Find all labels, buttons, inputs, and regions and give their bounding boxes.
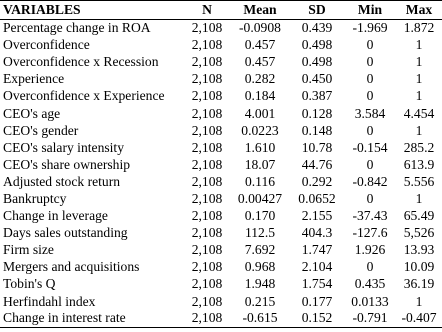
cell-variable: Mergers and acquisitions bbox=[3, 259, 140, 275]
header-sd: SD bbox=[308, 2, 326, 17]
cell-max: 1 bbox=[415, 190, 423, 206]
cell-mean: 112.5 bbox=[244, 225, 276, 241]
cell-min: -1.969 bbox=[352, 20, 388, 36]
cell-mean: 0.170 bbox=[244, 208, 276, 224]
cell-mean: 0.0223 bbox=[241, 122, 279, 138]
table-row bbox=[0, 208, 442, 225]
cell-max: 5.556 bbox=[403, 173, 435, 189]
table-row bbox=[0, 122, 442, 139]
cell-min: 0 bbox=[366, 71, 374, 87]
cell-min: 0 bbox=[366, 156, 374, 172]
cell-min: 1.926 bbox=[354, 242, 386, 258]
cell-max: 1 bbox=[415, 71, 423, 87]
table-row bbox=[0, 37, 442, 54]
cell-min: 0.435 bbox=[354, 276, 386, 292]
cell-n: 2,108 bbox=[191, 20, 223, 36]
table-row bbox=[0, 190, 442, 207]
table-header-row bbox=[0, 1, 442, 20]
table-row bbox=[0, 71, 442, 88]
cell-mean: -0.615 bbox=[242, 310, 278, 326]
cell-sd: 44.76 bbox=[301, 156, 333, 172]
table-row bbox=[0, 88, 442, 105]
header-min: Min bbox=[357, 2, 383, 17]
cell-n: 2,108 bbox=[191, 71, 223, 87]
cell-sd: 0.387 bbox=[301, 88, 333, 104]
cell-n: 2,108 bbox=[191, 225, 223, 241]
cell-max: 10.09 bbox=[403, 259, 435, 275]
cell-sd: 0.0652 bbox=[298, 190, 336, 206]
cell-sd: 0.450 bbox=[301, 71, 333, 87]
cell-min: 0 bbox=[366, 54, 374, 70]
cell-mean: 0.457 bbox=[244, 54, 276, 70]
cell-n: 2,108 bbox=[191, 122, 223, 138]
cell-min: 0 bbox=[366, 122, 374, 138]
cell-min: -127.6 bbox=[352, 225, 388, 241]
table-row bbox=[0, 105, 442, 122]
cell-mean: 0.282 bbox=[244, 71, 276, 87]
cell-mean: 1.610 bbox=[244, 139, 276, 155]
cell-sd: 1.747 bbox=[301, 242, 333, 258]
cell-max: -0.407 bbox=[401, 310, 437, 326]
cell-variable: Herfindahl index bbox=[3, 293, 96, 309]
cell-sd: 0.498 bbox=[301, 37, 333, 53]
cell-variable: CEO's share ownership bbox=[3, 156, 131, 172]
cell-mean: 7.692 bbox=[244, 242, 276, 258]
cell-variable: Change in interest rate bbox=[3, 310, 126, 326]
cell-mean: 0.116 bbox=[244, 173, 276, 189]
cell-mean: 0.215 bbox=[244, 293, 276, 309]
cell-sd: 2.104 bbox=[301, 259, 333, 275]
cell-max: 13.93 bbox=[403, 242, 435, 258]
cell-min: -0.154 bbox=[352, 139, 388, 155]
cell-n: 2,108 bbox=[191, 208, 223, 224]
cell-max: 1.872 bbox=[403, 20, 435, 36]
cell-mean: 0.00427 bbox=[237, 190, 283, 206]
cell-max: 65.49 bbox=[403, 208, 435, 224]
table-row bbox=[0, 225, 442, 242]
table-row bbox=[0, 276, 442, 293]
cell-variable: Days sales outstanding bbox=[3, 225, 128, 241]
cell-sd: 0.439 bbox=[301, 20, 333, 36]
cell-mean: -0.0908 bbox=[239, 20, 281, 36]
header-mean: Mean bbox=[243, 2, 277, 17]
cell-variable: Bankruptcy bbox=[3, 190, 67, 206]
cell-sd: 0.292 bbox=[301, 173, 333, 189]
cell-max: 4.454 bbox=[403, 105, 435, 121]
cell-min: 0 bbox=[366, 190, 374, 206]
cell-variable: CEO's age bbox=[3, 105, 61, 121]
cell-sd: 0.128 bbox=[301, 105, 333, 121]
cell-variable: Overconfidence x Recession bbox=[3, 54, 159, 70]
cell-mean: 0.457 bbox=[244, 37, 276, 53]
cell-n: 2,108 bbox=[191, 139, 223, 155]
cell-min: -37.43 bbox=[352, 208, 388, 224]
header-max: Max bbox=[405, 2, 433, 17]
table-row bbox=[0, 156, 442, 173]
table-row bbox=[0, 139, 442, 156]
cell-n: 2,108 bbox=[191, 105, 223, 121]
cell-n: 2,108 bbox=[191, 242, 223, 258]
cell-variable: Change in leverage bbox=[3, 208, 108, 224]
cell-max: 613.9 bbox=[403, 156, 435, 172]
cell-n: 2,108 bbox=[191, 88, 223, 104]
cell-n: 2,108 bbox=[191, 156, 223, 172]
cell-variable: Experience bbox=[3, 71, 65, 87]
cell-max: 5,526 bbox=[403, 225, 435, 241]
table-row bbox=[0, 173, 442, 190]
cell-variable: Overconfidence bbox=[3, 37, 90, 53]
cell-n: 2,108 bbox=[191, 293, 223, 309]
cell-n: 2,108 bbox=[191, 259, 223, 275]
cell-min: 0 bbox=[366, 259, 374, 275]
cell-max: 285.2 bbox=[403, 139, 435, 155]
cell-min: -0.842 bbox=[352, 173, 388, 189]
cell-mean: 0.184 bbox=[244, 88, 276, 104]
cell-n: 2,108 bbox=[191, 276, 223, 292]
cell-mean: 4.001 bbox=[244, 105, 276, 121]
cell-n: 2,108 bbox=[191, 190, 223, 206]
cell-max: 1 bbox=[415, 88, 423, 104]
table-row bbox=[0, 54, 442, 71]
cell-mean: 18.07 bbox=[244, 156, 276, 172]
cell-variable: Firm size bbox=[3, 242, 54, 258]
cell-n: 2,108 bbox=[191, 54, 223, 70]
cell-max: 1 bbox=[415, 54, 423, 70]
header-variables: VARIABLES bbox=[3, 2, 81, 17]
cell-variable: Tobin's Q bbox=[3, 276, 56, 292]
cell-max: 36.19 bbox=[403, 276, 435, 292]
table-row bbox=[0, 310, 442, 327]
cell-sd: 2.155 bbox=[301, 208, 333, 224]
cell-sd: 0.498 bbox=[301, 54, 333, 70]
cell-variable: CEO's salary intensity bbox=[3, 139, 125, 155]
cell-min: 0 bbox=[366, 88, 374, 104]
cell-min: 0 bbox=[366, 37, 374, 53]
cell-mean: 0.968 bbox=[244, 259, 276, 275]
cell-mean: 1.948 bbox=[244, 276, 276, 292]
cell-variable: Overconfidence x Experience bbox=[3, 88, 165, 104]
cell-n: 2,108 bbox=[191, 310, 223, 326]
table-row bbox=[0, 259, 442, 276]
cell-sd: 0.152 bbox=[301, 310, 333, 326]
cell-n: 2,108 bbox=[191, 173, 223, 189]
cell-sd: 404.3 bbox=[301, 225, 333, 241]
cell-n: 2,108 bbox=[191, 37, 223, 53]
table-body bbox=[0, 20, 442, 328]
cell-max: 1 bbox=[415, 37, 423, 53]
cell-sd: 1.754 bbox=[301, 276, 333, 292]
cell-sd: 0.148 bbox=[301, 122, 333, 138]
cell-min: 0.0133 bbox=[351, 293, 389, 309]
cell-max: 1 bbox=[415, 122, 423, 138]
cell-min: -0.791 bbox=[352, 310, 388, 326]
cell-min: 3.584 bbox=[354, 105, 386, 121]
cell-variable: Percentage change in ROA bbox=[3, 20, 151, 36]
table-row bbox=[0, 242, 442, 259]
cell-sd: 0.177 bbox=[301, 293, 333, 309]
cell-max: 1 bbox=[415, 293, 423, 309]
cell-variable: CEO's gender bbox=[3, 122, 79, 138]
table-row bbox=[0, 20, 442, 37]
header-n: N bbox=[202, 2, 212, 17]
cell-variable: Adjusted stock return bbox=[3, 173, 121, 189]
table-row bbox=[0, 293, 442, 310]
cell-sd: 10.78 bbox=[301, 139, 333, 155]
